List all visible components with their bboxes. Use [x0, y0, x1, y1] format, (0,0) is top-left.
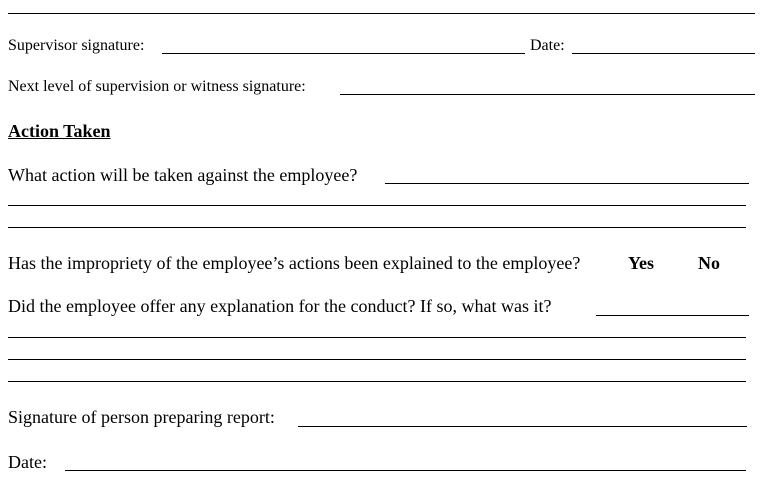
supervisor-date-line[interactable]: [572, 53, 755, 54]
yes-option[interactable]: Yes: [628, 253, 654, 273]
explanation-answer-line-4[interactable]: [8, 381, 746, 382]
preparer-signature-line[interactable]: [298, 426, 747, 427]
explanation-answer-line-2[interactable]: [8, 337, 746, 338]
preparer-signature-label: Signature of person preparing report:: [8, 407, 275, 427]
report-date-label: Date:: [8, 452, 47, 472]
action-question-label: What action will be taken against the employee?: [8, 165, 358, 185]
report-date-line[interactable]: [65, 470, 746, 471]
action-answer-line-2[interactable]: [8, 205, 746, 206]
explanation-answer-line-3[interactable]: [8, 359, 746, 360]
explanation-answer-line-1[interactable]: [596, 315, 749, 316]
no-option[interactable]: No: [698, 253, 720, 273]
witness-signature-label: Next level of supervision or witness signature:: [8, 78, 306, 95]
action-answer-line-1[interactable]: [385, 183, 749, 184]
supervisor-date-label: Date:: [530, 37, 565, 54]
supervisor-signature-label: Supervisor signature:: [8, 37, 145, 54]
top-rule: [8, 13, 755, 14]
action-answer-line-3[interactable]: [8, 227, 746, 228]
explanation-question-label: Did the employee offer any explanation for the conduct? If so, what was it?: [8, 296, 552, 316]
supervisor-signature-line[interactable]: [162, 53, 525, 54]
action-taken-heading: Action Taken: [8, 121, 111, 141]
explained-question-label: Has the impropriety of the employee’s actions been explained to the employee?: [8, 253, 581, 273]
witness-signature-line[interactable]: [340, 94, 755, 95]
